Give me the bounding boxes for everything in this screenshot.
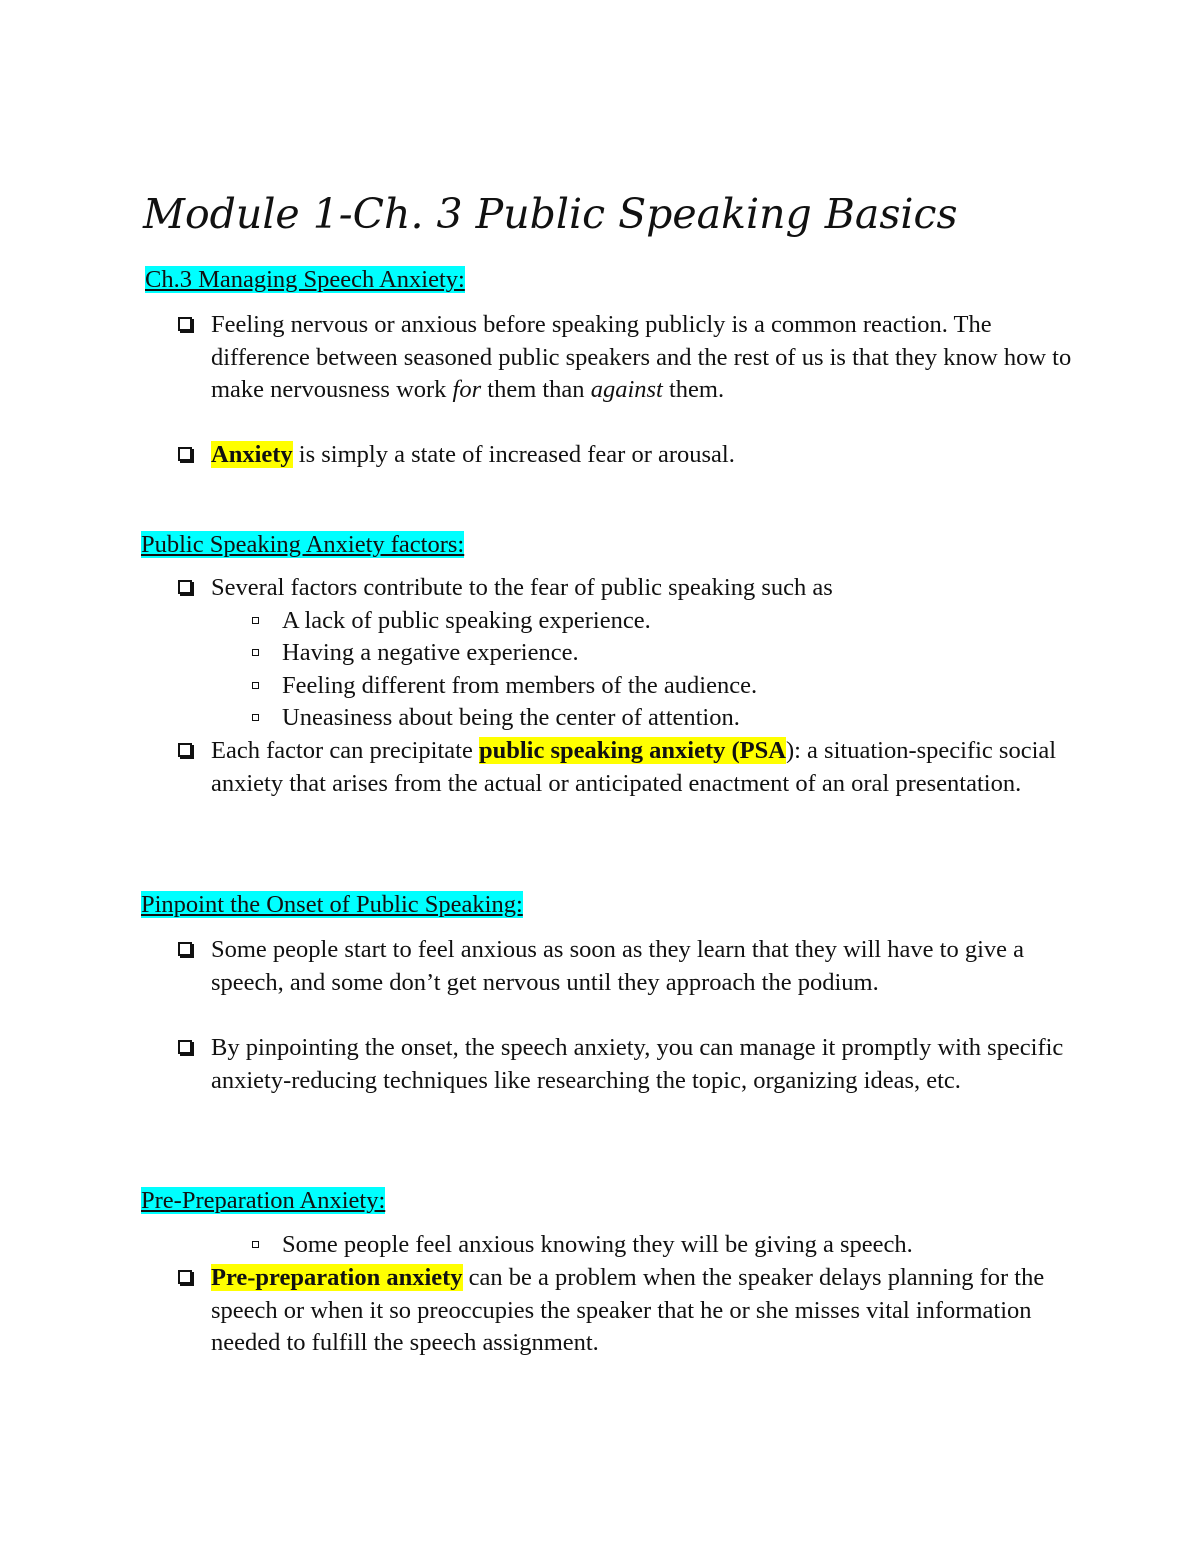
term-highlight: Anxiety: [211, 441, 293, 468]
section-heading-pre-preparation: [141, 1185, 385, 1217]
checkbox-bullet-icon: [178, 580, 192, 594]
list-item: Anxiety is simply a state of increased fear or arousal.: [178, 439, 1078, 472]
heading-highlight: Ch.3 Managing Speech Anxiety:: [145, 266, 465, 293]
list-item: Feeling nervous or anxious before speaking publicly is a common reaction. The difference between seasoned public speakers and the rest of us is that they know how to make nervousness work for them than against them.: [178, 309, 1078, 407]
list-item: Each factor can precipitate public speaking anxiety (PSA): a situation-specific social anxiety that arises from the actual or anticipated enactment of an oral presentation.: [178, 735, 1078, 800]
sub-list-item: Feeling different from members of the audience.: [252, 670, 1072, 703]
section-heading-managing-anxiety: [145, 264, 465, 296]
square-bullet-icon: [252, 1241, 259, 1248]
sub-list-item: Uneasiness about being the center of attention.: [252, 702, 1072, 735]
term-highlight: public speaking anxiety (PSA: [478, 737, 786, 764]
square-bullet-icon: [252, 617, 259, 624]
sub-list-item: Some people feel anxious knowing they will be giving a speech.: [252, 1229, 1072, 1262]
page-title: Module 1-Ch. 3 Public Speaking Basics: [143, 190, 958, 238]
list-item: Several factors contribute to the fear of public speaking such as: [178, 572, 1078, 605]
list-item: Pre-preparation anxiety can be a problem when the speaker delays planning for the speech or when it so preoccupies the speaker that he or she misses vital information needed to fulfill the speech assignment.: [178, 1262, 1078, 1360]
term-highlight: Pre-preparation anxiety: [211, 1264, 463, 1291]
square-bullet-icon: [252, 714, 259, 721]
list-item: Some people start to feel anxious as soon as they learn that they will have to give a speech, and some don’t get nervous until they approach the podium.: [178, 934, 1078, 999]
heading-highlight: Pre-Preparation Anxiety:: [141, 1187, 386, 1214]
checkbox-bullet-icon: [178, 447, 192, 461]
checkbox-bullet-icon: [178, 1270, 192, 1284]
checkbox-bullet-icon: [178, 1040, 192, 1054]
section-heading-pinpoint-onset: [141, 889, 523, 921]
checkbox-bullet-icon: [178, 743, 192, 757]
heading-highlight: Public Speaking Anxiety factors:: [141, 531, 465, 558]
checkbox-bullet-icon: [178, 942, 192, 956]
square-bullet-icon: [252, 682, 259, 689]
section-heading-anxiety-factors: [141, 529, 464, 561]
sub-list-item: Having a negative experience.: [252, 637, 1072, 670]
list-item: By pinpointing the onset, the speech anxiety, you can manage it promptly with specific anxiety-reducing techniques like researching the topic, organizing ideas, etc.: [178, 1032, 1078, 1097]
square-bullet-icon: [252, 649, 259, 656]
sub-list-item: A lack of public speaking experience.: [252, 605, 1072, 638]
checkbox-bullet-icon: [178, 317, 192, 331]
heading-highlight: Pinpoint the Onset of Public Speaking:: [141, 891, 523, 918]
